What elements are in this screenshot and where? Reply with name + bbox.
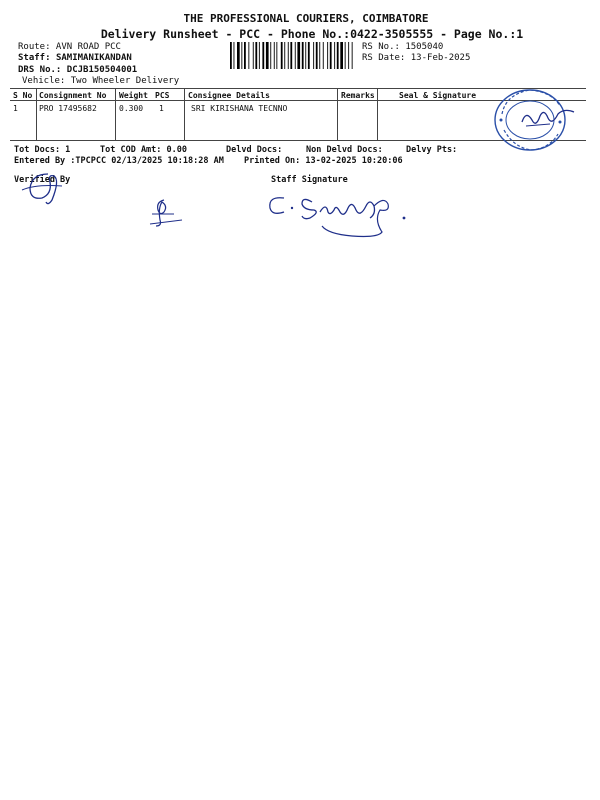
company-title: THE PROFESSIONAL COURIERS, COIMBATORE xyxy=(183,12,429,25)
tot-cod-amt: Tot COD Amt: 0.00 xyxy=(100,145,187,155)
drs-line xyxy=(18,65,137,75)
non-delvd-docs: Non Delvd Docs: xyxy=(306,145,383,155)
staff-signature-label: Staff Signature xyxy=(271,175,348,185)
rs-date: RS Date: 13-Feb-2025 xyxy=(362,53,471,63)
runsheet-subtitle: Delivery Runsheet - PCC - Phone No.:0422-3505555 - Page No.:1 xyxy=(100,27,524,41)
col-consignee: Consignee Details xyxy=(188,91,270,100)
col-sno: S No xyxy=(13,91,33,100)
vehicle-label: Vehicle: Two Wheeler Delivery xyxy=(22,76,180,86)
tot-docs: Tot Docs: 1 xyxy=(14,145,71,155)
col-remarks: Remarks xyxy=(341,91,375,100)
company-seal-icon xyxy=(492,84,572,156)
row-pcs: 1 xyxy=(159,104,164,113)
staff-line xyxy=(18,53,132,63)
printed-on: Printed On: 13-02-2025 10:20:06 xyxy=(244,156,403,166)
rs-number: RS No.: 1505040 xyxy=(362,42,444,52)
row-sno: 1 xyxy=(13,104,18,113)
row-weight: 0.300 xyxy=(119,104,144,113)
drs-label: DRS No.: xyxy=(18,65,67,75)
entered-by: Entered By :TPCPCC 02/13/2025 10:18:28 AM xyxy=(14,156,224,166)
col-seal: Seal & Signature xyxy=(399,91,477,100)
route-label: Route: AVN ROAD PCC xyxy=(18,42,121,52)
verifier-signature-icon xyxy=(18,170,68,206)
row-consignee: SRI KIRISHANA TECNNO xyxy=(191,104,288,113)
barcode-icon xyxy=(230,42,353,69)
verified-by-label: Verified By xyxy=(14,175,71,185)
initial-signature-icon xyxy=(146,196,186,230)
staff-signature-icon xyxy=(262,190,412,240)
delvy-pts: Delvy Pts: xyxy=(406,145,458,155)
drs-value: DCJB150504001 xyxy=(66,65,138,75)
staff-value: SAMIMANIKANDAN xyxy=(55,53,132,63)
col-weight: Weight xyxy=(119,91,148,100)
delvd-docs: Delvd Docs: xyxy=(226,145,283,155)
col-pcs: PCS xyxy=(155,91,170,100)
row-consignment: PRO 17495682 xyxy=(39,104,97,113)
staff-label: Staff: xyxy=(18,53,56,63)
col-consignment: Consignment No xyxy=(39,91,107,100)
